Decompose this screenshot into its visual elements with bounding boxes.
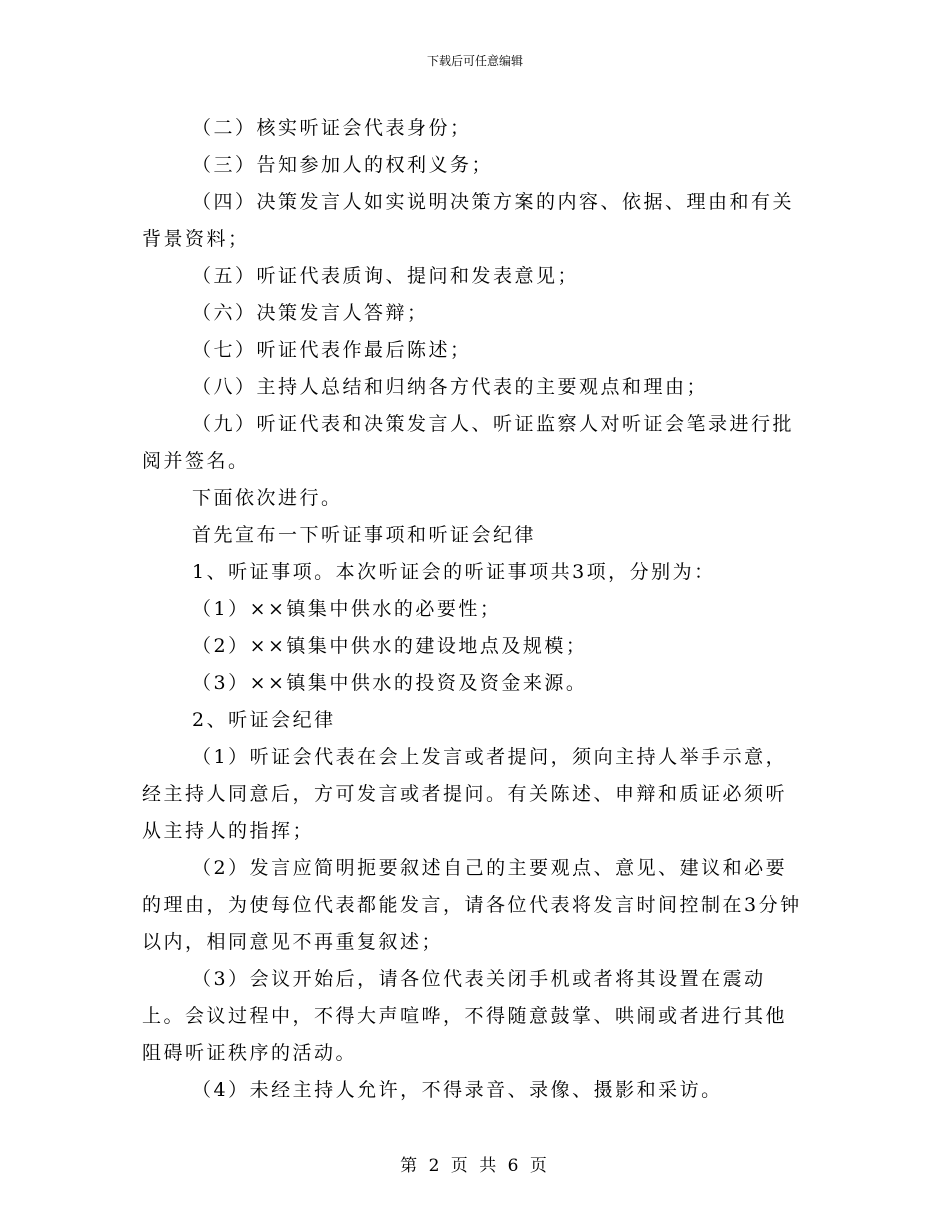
paragraph-item-2: （二）核实听证会代表身份； <box>192 117 472 139</box>
discipline-rule-4: （4）未经主持人允许，不得录音、录像、摄影和采访。 <box>192 1079 723 1101</box>
paragraph-announce: 首先宣布一下听证事项和听证会纪律 <box>192 524 537 546</box>
discipline-rule-3: （3）会议开始后，请各位代表关闭手机或者将其设置在震动上。会议过程中，不得大声喧哗，不得随意鼓掌、哄闹或者进行其他阻碍听证秩序的活动。 <box>142 968 788 1064</box>
discipline-rule-1: （1）听证会代表在会上发言或者提问，须向主持人举手示意，经主持人同意后，方可发言或者提问。有关陈述、申辩和质证必须听从主持人的指挥； <box>142 746 788 842</box>
hearing-matter-2: （2）××镇集中供水的建设地点及规模； <box>192 635 588 657</box>
paragraph-item-5: （五）听证代表质询、提问和发表意见； <box>192 265 580 287</box>
paragraph-item-3: （三）告知参加人的权利义务； <box>192 154 494 176</box>
paragraph-item-9: （九）听证代表和决策发言人、听证监察人对听证会笔录进行批阅并签名。 <box>142 413 795 472</box>
hearing-matter-1: （1）××镇集中供水的必要性； <box>192 598 502 620</box>
page-header-note: 下载后可任意编辑 <box>426 54 523 68</box>
document-body <box>142 110 808 1109</box>
discipline-rule-2: （2）发言应简明扼要叙述自己的主要观点、意见、建议和必要的理由，为使每位代表都能发言，请各位代表将发言时间控制在3分钟以内，相同意见不再重复叙述； <box>142 857 802 953</box>
section-hearing-matters: 1、听证事项。本次听证会的听证事项共3项，分别为： <box>192 561 716 583</box>
page-number-footer: 第 2 页 共 6 页 <box>400 1156 550 1176</box>
paragraph-item-7: （七）听证代表作最后陈述； <box>192 339 472 361</box>
hearing-matter-3: （3）××镇集中供水的投资及资金来源。 <box>192 672 588 694</box>
paragraph-item-4: （四）决策发言人如实说明决策方案的内容、依据、理由和有关背景资料； <box>142 191 795 250</box>
paragraph-item-8: （八）主持人总结和归纳各方代表的主要观点和理由； <box>192 376 709 398</box>
paragraph-proceed: 下面依次进行。 <box>192 487 343 509</box>
section-hearing-discipline: 2、听证会纪律 <box>192 709 336 731</box>
paragraph-item-6: （六）决策发言人答辩； <box>192 302 429 324</box>
